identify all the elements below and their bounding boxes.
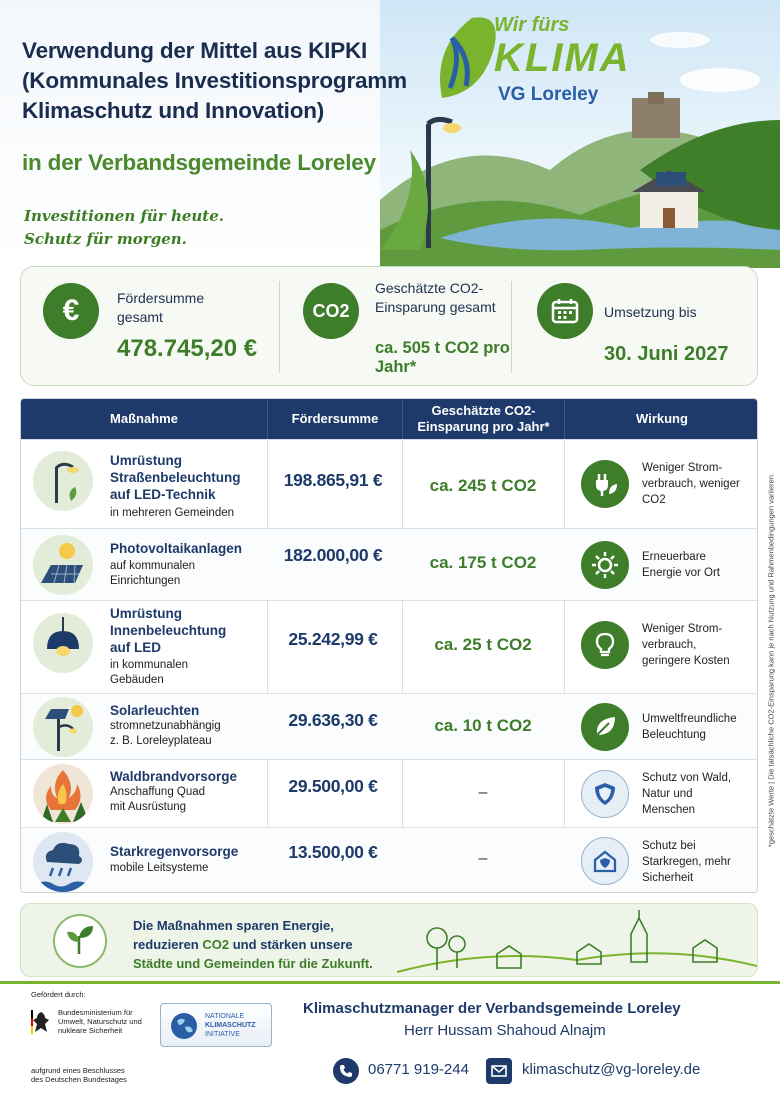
manager-name: Herr Hussam Shahoud Alnajm [404, 1022, 606, 1039]
logo-text: KLIMA [494, 36, 631, 80]
amount-cell: 198.865,91 € [283, 470, 383, 490]
street-lamp-icon [33, 451, 93, 511]
measure-subtitle: stromnetzunabhängig z. B. Loreleyplateau [110, 720, 221, 747]
nki-logo [160, 1003, 272, 1047]
measure-subtitle: in mehreren Gemeinden [110, 507, 235, 519]
banner-line: Städte und Gemeinden für die Zukunft. [133, 956, 373, 971]
measure-subtitle: Anschaffung Quad mit Ausrüstung [110, 786, 206, 813]
bundestag-note: aufgrund eines Beschlusses des Deutschen Bundestages [31, 1066, 127, 1084]
calendar-icon [537, 283, 593, 339]
deadline-value: 30. Juni 2027 [604, 343, 729, 365]
table-row [21, 693, 758, 759]
rain-cloud-icon [33, 832, 93, 892]
funding-value: 478.745,20 € [117, 335, 258, 362]
banner-line: Die Maßnahmen sparen Energie, [133, 918, 334, 933]
table-row [21, 827, 758, 893]
measure-title: Starkregenvorsorge [110, 844, 239, 859]
slogan-line: Schutz für morgen. [24, 230, 187, 248]
effect-text: Weniger Strom-verbrauch, weniger CO2 [642, 462, 740, 506]
co2-cell: ca. 10 t CO2 [434, 716, 532, 735]
slogan [24, 205, 224, 251]
federal-eagle-icon [31, 1010, 51, 1034]
effect-text: Schutz von Wald, Natur und Menschen [642, 772, 732, 816]
manager-title: Klimaschutzmanager der Verbandsgemeinde Loreley [303, 1000, 681, 1017]
table-row [21, 600, 758, 693]
nki-text: NATIONALE KLIMASCHUTZ INITIATIVE [205, 1013, 256, 1038]
table-row [21, 759, 758, 827]
page-subtitle: in der Verbandsgemeinde Loreley [22, 150, 376, 175]
effect-text: Umweltfreundliche Beleuchtung [642, 713, 737, 741]
footer-divider [0, 981, 780, 984]
village-illustration [397, 904, 757, 977]
email-icon [486, 1058, 512, 1084]
funded-by-label: Gefördert durch: [31, 990, 86, 999]
measure-subtitle: in kommunalen Gebäuden [110, 659, 188, 686]
page-title: Verwendung der Mittel aus KIPKI (Kommunales Investitionsprogramm Klimaschutz und Innovation) [22, 38, 407, 123]
solar-panel-icon [33, 535, 93, 595]
co2-value: ca. 505 t CO2 pro Jahr* [375, 339, 510, 376]
summary-box [20, 266, 758, 386]
co2-cell: ca. 25 t CO2 [434, 635, 532, 654]
measures-table [20, 398, 758, 893]
summary-banner [20, 903, 758, 977]
solar-lamp-icon [33, 697, 93, 757]
header [0, 0, 780, 268]
wir-fuers-klima-logo [432, 8, 631, 108]
globe-icon [169, 1011, 199, 1041]
column-header: Geschätzte CO2-Einsparung pro Jahr* [402, 399, 564, 439]
co2-label: Geschätzte CO2-Einsparung gesamt [375, 280, 496, 315]
co2-cell: ca. 175 t CO2 [429, 553, 537, 572]
phone-number[interactable]: 06771 919-244 [368, 1061, 469, 1078]
measure-subtitle: mobile Leitsysteme [110, 862, 209, 874]
banner-line: reduzieren CO2 und stärken unsere [133, 937, 353, 952]
table-row [21, 528, 758, 600]
effect-text: Schutz bei Starkregen, mehr Sicherheit [642, 840, 731, 884]
sprout-icon [53, 914, 107, 968]
measure-title: Photovoltaikanlagen [110, 541, 243, 556]
email-address[interactable]: klimaschutz@vg-loreley.de [522, 1061, 701, 1078]
effect-text: Erneuerbare Energie vor Ort [642, 551, 720, 579]
co2-icon: CO2 [303, 283, 359, 339]
plug-leaf-icon [581, 460, 629, 508]
measure-title: Waldbrandvorsorge [110, 769, 238, 784]
amount-cell: 29.500,00 € [288, 776, 378, 796]
divider [511, 281, 512, 373]
lightbulb-icon [581, 621, 629, 669]
table-header [21, 399, 758, 439]
euro-icon: € [43, 283, 99, 339]
column-header: Maßnahme [110, 411, 178, 426]
logo-text: VG Loreley [498, 84, 599, 105]
shield-icon [581, 770, 629, 818]
co2-cell: – [478, 784, 488, 801]
measure-subtitle: auf kommunalen Einrichtungen [110, 560, 196, 587]
column-header: Wirkung [564, 399, 758, 439]
amount-cell: 13.500,00 € [288, 842, 378, 862]
pendant-lamp-icon [33, 613, 93, 673]
leaf-icon [581, 703, 629, 751]
ministry-name: Bundesministerium für Umwelt, Naturschutz und nukleare Sicherheit [58, 1008, 142, 1035]
measure-title: Umrüstung Innenbeleuchtung auf LED [110, 606, 227, 655]
leaf-river-icon [432, 8, 502, 108]
measure-title: Umrüstung Straßenbeleuchtung auf LED-Technik [110, 453, 241, 502]
amount-cell: 25.242,99 € [288, 629, 378, 649]
measure-title: Solarleuchten [110, 703, 200, 718]
divider [279, 281, 280, 373]
deadline-label: Umsetzung bis [604, 304, 697, 320]
funding-label: Fördersumme gesamt [117, 290, 205, 325]
banner-text [133, 916, 373, 973]
phone-icon [333, 1058, 359, 1084]
house-shield-icon [581, 837, 629, 885]
logo-text: Wir fürs [494, 14, 570, 36]
forest-fire-icon [33, 764, 93, 824]
effect-text: Weniger Strom-verbrauch, geringere Kosten [642, 623, 730, 667]
amount-cell: 182.000,00 € [283, 545, 383, 565]
sun-icon [581, 541, 629, 589]
side-note: *geschätzte Werte | Die tatsächliche CO2-Einsparung kann je nach Nutzung und Rahmenbedingungen variieren. [766, 472, 776, 848]
column-header: Fördersumme [267, 399, 402, 439]
table-row [21, 439, 758, 528]
slogan-line: Investitionen für heute. [24, 207, 224, 225]
amount-cell: 29.636,30 € [288, 710, 378, 730]
co2-cell: – [478, 850, 488, 867]
co2-cell: ca. 245 t CO2 [429, 476, 537, 495]
